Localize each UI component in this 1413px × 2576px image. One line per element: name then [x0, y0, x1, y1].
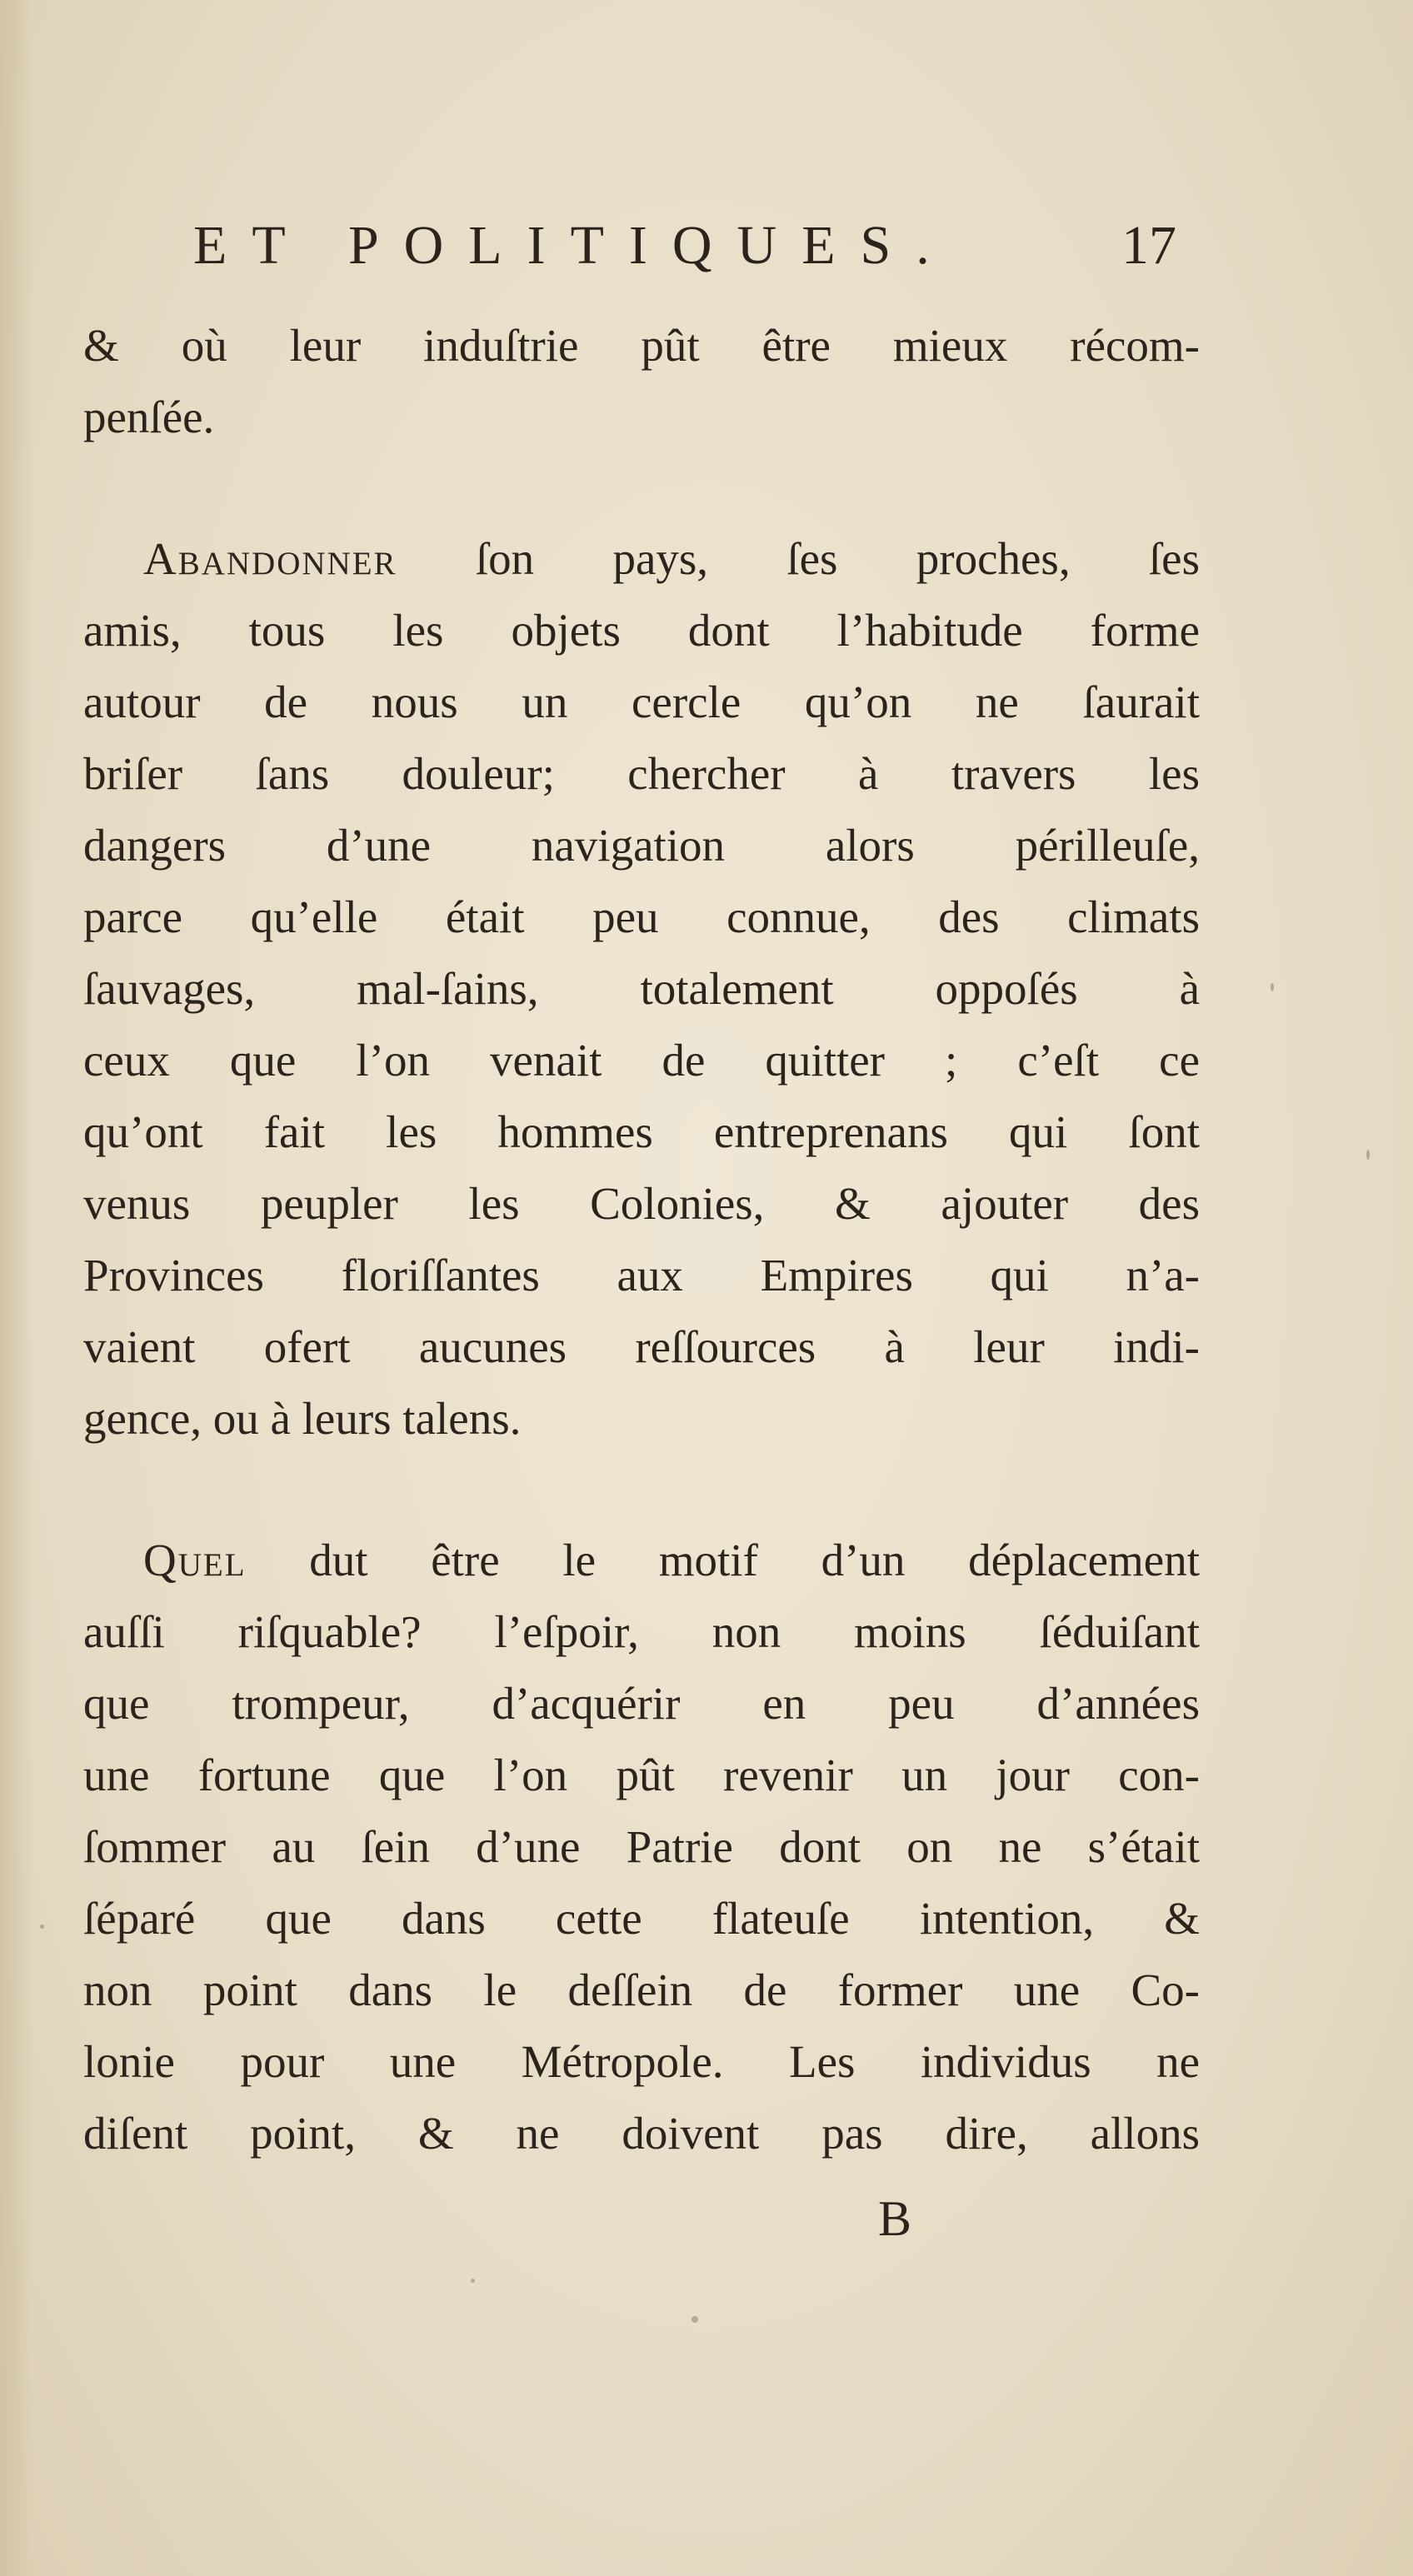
paragraph-opening-word: Abandonner	[143, 533, 397, 584]
text-line: ceux que l’on venait de quitter ; c’eſt ce	[83, 1035, 1200, 1086]
text-line: dangers d’une navigation alors périlleuſe,	[83, 820, 1200, 871]
running-title: ET POLITIQUES.	[193, 215, 955, 276]
text-line: qu’ont fait les hommes entreprenans qui ſont	[83, 1106, 1200, 1157]
paper-speck	[692, 2316, 698, 2323]
text-line: auſſi riſquable? l’eſpoir, non moins ſéduiſant	[83, 1606, 1200, 1657]
text-line-remainder: ſon pays, ſes proches, ſes	[397, 533, 1200, 584]
paragraph-first-line	[83, 523, 1200, 595]
text-line: briſer ſans douleur; chercher à travers les	[83, 748, 1200, 799]
paper-speck	[1366, 1150, 1370, 1160]
text-line: autour de nous un cercle qu’on ne ſaurait	[83, 676, 1200, 727]
text-line: une fortune que l’on pût revenir un jour con-	[83, 1750, 1200, 1800]
paragraph-gap	[83, 453, 1200, 523]
text-line: non point dans le deſſein de former une Co-	[83, 1964, 1200, 2015]
text-line: amis, tous les objets dont l’habitude forme	[83, 605, 1200, 656]
paper-speck	[471, 2279, 475, 2283]
text-line: penſée.	[83, 392, 215, 442]
paper-speck	[1271, 983, 1274, 991]
text-line: diſent point, & ne doivent pas dire, allons	[83, 2108, 1200, 2159]
text-line: que trompeur, d’acquérir en peu d’années	[83, 1678, 1200, 1729]
text-line: venus peupler les Colonies, & ajouter des	[83, 1178, 1200, 1229]
text-line: parce qu’elle était peu connue, des climats	[83, 891, 1200, 942]
page-gutter-shadow	[0, 0, 33, 2576]
text-line: lonie pour une Métropole. Les individus ne	[83, 2036, 1200, 2087]
text-line-remainder: dut être le motif d’un déplacement	[246, 1535, 1200, 1585]
text-line: vaient ofert aucunes reſſources à leur indi-	[83, 1321, 1200, 1372]
running-head	[193, 208, 1176, 283]
paragraph-opening-word: Quel	[143, 1535, 247, 1585]
text-line: ſauvages, mal-ſains, totalement oppoſés à	[83, 963, 1200, 1014]
text-line: Provinces floriſſantes aux Empires qui n’a-	[83, 1250, 1200, 1300]
signature-mark: B	[878, 2191, 912, 2246]
text-line: gence, ou à leurs talens.	[83, 1393, 522, 1444]
page-number: 17	[1121, 215, 1176, 276]
paragraph-gap	[83, 1455, 1200, 1525]
body-text	[83, 310, 1200, 2169]
text-line: ſommer au ſein d’une Patrie dont on ne s’était	[83, 1821, 1200, 1872]
text-line: ſéparé que dans cette flateuſe intention, &	[83, 1893, 1200, 1944]
paper-speck	[40, 1925, 44, 1929]
paragraph-first-line	[83, 1525, 1200, 1596]
text-line: & où leur induſtrie pût être mieux récom-	[83, 320, 1200, 371]
